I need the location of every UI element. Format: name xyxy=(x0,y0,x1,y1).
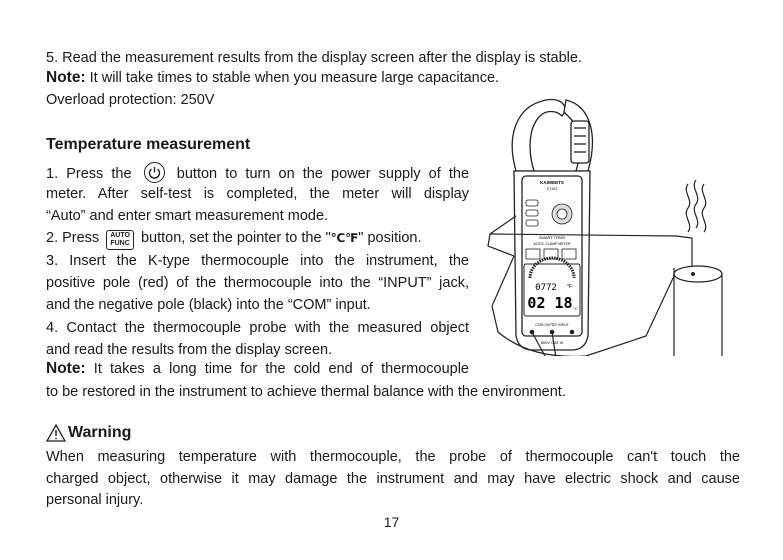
step-4-line-1: 4. Contact the thermocouple probe with the measured object xyxy=(46,320,469,336)
display-main-value: 02 18 xyxy=(527,294,573,312)
clamp-jaws xyxy=(512,99,592,171)
warning-line-1: When measuring temperature with thermocouple, the probe of thermocouple can't touch the xyxy=(46,449,740,465)
display-top-value: 0772 xyxy=(535,283,557,293)
brand-label: KAIWEETS xyxy=(540,180,564,185)
clamp-meter-illustration xyxy=(476,96,726,361)
note-text: It will take times to stable when you measure large capacitance. xyxy=(85,70,500,86)
note-thermocouple-line-2: to be restored in the instrument to achieve thermal balance with the environment. xyxy=(46,384,566,400)
heat-waves-icon xyxy=(686,180,705,232)
note-thermocouple: Note: It takes a long time for the cold end of thermocouple xyxy=(46,360,469,377)
step-4-line-2: and read the results from the display screen. xyxy=(46,342,333,358)
step-1-prefix: 1. Press the xyxy=(46,166,132,182)
warning-line-3: personal injury. xyxy=(46,492,144,508)
overload-protection: Overload protection: 250V xyxy=(46,92,215,108)
step-2-line xyxy=(46,229,421,250)
step-1-suffix: button to turn on the power supply of the xyxy=(176,166,470,182)
note-label: Note: xyxy=(46,69,86,86)
step-2-prefix: 2. Press xyxy=(46,230,100,246)
warning-label: Warning xyxy=(68,424,132,441)
display-main-unit: °C xyxy=(573,306,578,311)
warning-title xyxy=(46,424,131,442)
model-text: SMART TRMS xyxy=(538,235,566,240)
subtitle-text: AC/DC CLAMP METER xyxy=(533,242,571,246)
display-small-unit: °F xyxy=(567,284,573,290)
page-number: 17 xyxy=(383,514,400,530)
power-button-icon xyxy=(144,162,165,183)
step-5-text: 5. Read the measurement results from the display screen after the display is stable. xyxy=(46,50,582,66)
step-1-line-3: “Auto” and enter smart measurement mode. xyxy=(46,208,329,224)
cat-label: 600V CAT III xyxy=(540,340,564,345)
warning-triangle-icon xyxy=(46,424,66,442)
model-label: KT103 xyxy=(546,187,558,191)
auto-func-key-icon: AUTO FUNC xyxy=(106,230,134,250)
step-3-line-3: and the negative pole (black) into the “COM” input. xyxy=(46,297,371,313)
step-1-line-2: meter. After self-test is completed, the meter will display xyxy=(46,186,469,202)
step-3-line-1: 3. Insert the K-type thermocouple into the instrument, the xyxy=(46,253,469,269)
step-1-line-1 xyxy=(46,162,469,183)
jack-labels: COM VΩ/℃/F INPUT xyxy=(535,323,569,327)
step-2-text: button, set the pointer to the " xyxy=(140,230,331,246)
celsius-fahrenheit-symbol: ℃℉ xyxy=(330,231,359,245)
step-3-line-2: positive pole (red) of the thermocouple into the “INPUT” jack, xyxy=(46,275,469,291)
note-label-2: Note: xyxy=(46,360,86,377)
note-capacitance xyxy=(46,69,499,87)
step-2-end: " position. xyxy=(358,230,422,246)
warning-line-2: charged object, otherwise it may damage the instrument and may have electric shock and cause xyxy=(46,471,740,487)
section-heading: Temperature measurement xyxy=(46,136,251,153)
heated-cylinder xyxy=(674,266,722,356)
